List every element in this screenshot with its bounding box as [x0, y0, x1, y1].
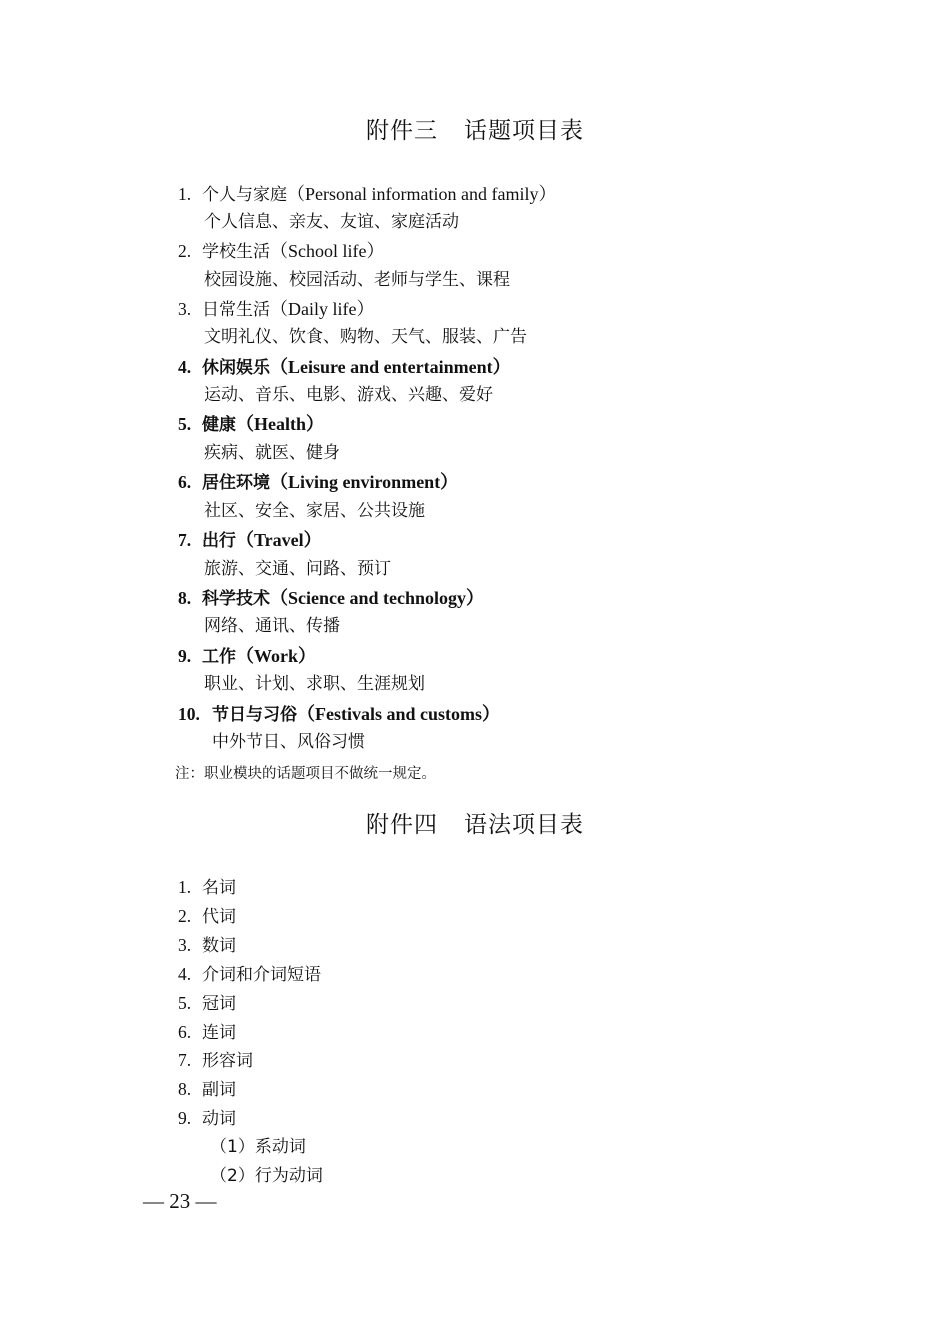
- topic-2-sub: 校园设施、校园活动、老师与学生、课程: [204, 270, 510, 290]
- topic-en: （Festivals and customs）: [297, 704, 501, 724]
- topic-2: [178, 237, 385, 265]
- grammar-item-2: [178, 902, 236, 931]
- topic-en: （Daily life）: [270, 299, 375, 319]
- topic-zh: 科学技术: [202, 589, 270, 609]
- grammar-subitem-2: （2）行为动词: [210, 1166, 323, 1186]
- topic-number: 9.: [178, 646, 192, 666]
- topic-3-sub: 文明礼仪、饮食、购物、天气、服装、广告: [204, 327, 527, 347]
- appendix3-title-text: 话题项目表: [464, 118, 584, 144]
- grammar-text: 连词: [202, 1023, 236, 1043]
- topic-8-sub: 网络、通讯、传播: [204, 616, 340, 636]
- topic-number: 5.: [178, 414, 192, 434]
- grammar-text: 副词: [202, 1080, 236, 1100]
- grammar-text: 形容词: [202, 1051, 253, 1071]
- grammar-number: 6.: [178, 1022, 192, 1042]
- topic-en: （Work）: [236, 646, 317, 666]
- grammar-text: 动词: [202, 1109, 236, 1129]
- appendix3-title-label: 附件三: [366, 118, 438, 144]
- grammar-number: 7.: [178, 1050, 192, 1070]
- topic-zh: 个人与家庭: [202, 185, 287, 205]
- topic-zh: 学校生活: [202, 242, 270, 262]
- grammar-number: 3.: [178, 935, 192, 955]
- topic-en: （Science and technology）: [270, 588, 484, 608]
- topic-en: （Personal information and family）: [287, 184, 557, 204]
- topic-5: [178, 410, 324, 438]
- topic-4-sub: 运动、音乐、电影、游戏、兴趣、爱好: [204, 385, 493, 405]
- topic-number: 4.: [178, 357, 192, 377]
- grammar-number: 9.: [178, 1108, 192, 1128]
- topic-zh: 健康: [202, 415, 236, 435]
- topic-en: （Living environment）: [270, 472, 459, 492]
- topic-zh: 节日与习俗: [212, 705, 297, 725]
- topic-number: 1.: [178, 184, 192, 204]
- topic-zh: 工作: [202, 647, 236, 667]
- topic-10-sub: 中外节日、风俗习惯: [212, 732, 365, 752]
- topic-9: [178, 642, 316, 670]
- grammar-item-6: [178, 1018, 236, 1047]
- grammar-text: 数词: [202, 936, 236, 956]
- topic-7-sub: 旅游、交通、问路、预订: [204, 559, 391, 579]
- page-number: — 23 —: [143, 1189, 217, 1213]
- topic-en: （Travel）: [236, 530, 322, 550]
- appendix4-title: [0, 806, 950, 839]
- grammar-number: 8.: [178, 1079, 192, 1099]
- topic-zh: 日常生活: [202, 300, 270, 320]
- grammar-text: 代词: [202, 907, 236, 927]
- topic-number: 3.: [178, 299, 192, 319]
- grammar-number: 1.: [178, 877, 192, 897]
- topic-zh: 出行: [202, 531, 236, 551]
- grammar-item-5: [178, 989, 236, 1018]
- topic-7: [178, 526, 322, 554]
- topic-8: [178, 584, 484, 612]
- topic-number: 6.: [178, 472, 192, 492]
- topic-3: [178, 295, 374, 323]
- grammar-item-4: [178, 960, 321, 989]
- grammar-item-3: [178, 931, 236, 960]
- topic-number: 8.: [178, 588, 192, 608]
- topic-zh: 居住环境: [202, 473, 270, 493]
- appendix3-note: 注：职业模块的话题项目不做统一规定。: [175, 766, 436, 782]
- grammar-subitem-1: （1）系动词: [210, 1137, 306, 1157]
- topic-number: 7.: [178, 530, 192, 550]
- appendix4-title-label: 附件四: [366, 812, 438, 838]
- topic-1-sub: 个人信息、亲友、友谊、家庭活动: [204, 212, 459, 232]
- topic-10: [178, 700, 500, 728]
- grammar-text: 冠词: [202, 994, 236, 1014]
- appendix4-title-text: 语法项目表: [464, 812, 584, 838]
- topic-1: [178, 180, 556, 208]
- topic-6: [178, 468, 458, 496]
- topic-zh: 休闲娱乐: [202, 358, 270, 378]
- topic-6-sub: 社区、安全、家居、公共设施: [204, 501, 425, 521]
- topic-number: 10.: [178, 704, 200, 724]
- topic-en: （School life）: [270, 241, 385, 261]
- grammar-number: 4.: [178, 964, 192, 984]
- topic-5-sub: 疾病、就医、健身: [204, 443, 340, 463]
- grammar-number: 5.: [178, 993, 192, 1013]
- topic-en: （Health）: [236, 414, 324, 434]
- grammar-item-9: [178, 1104, 236, 1133]
- grammar-item-1: [178, 873, 236, 902]
- grammar-item-8: [178, 1075, 236, 1104]
- topic-4: [178, 353, 511, 381]
- topic-number: 2.: [178, 241, 192, 261]
- grammar-text: 名词: [202, 878, 236, 898]
- appendix3-title: [0, 112, 950, 145]
- grammar-number: 2.: [178, 906, 192, 926]
- topic-en: （Leisure and entertainment）: [270, 357, 511, 377]
- topic-9-sub: 职业、计划、求职、生涯规划: [204, 674, 425, 694]
- grammar-text: 介词和介词短语: [202, 965, 321, 985]
- grammar-item-7: [178, 1046, 253, 1075]
